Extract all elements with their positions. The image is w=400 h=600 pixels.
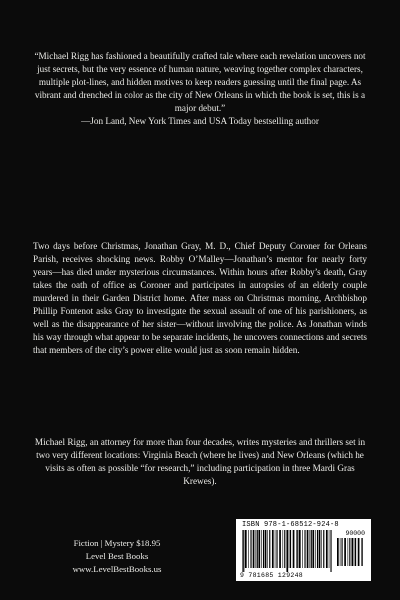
praise-attribution: —Jon Land, New York Times and USA Today bestselling author bbox=[81, 116, 319, 126]
ean-barcode-icon bbox=[242, 530, 332, 572]
barcode-digits: 9 781685 129248 bbox=[240, 572, 304, 579]
publisher-website: www.LevelBestBooks.us bbox=[72, 564, 162, 574]
praise-blurb bbox=[30, 50, 370, 128]
book-synopsis: Two days before Christmas, Jonathan Gray, M. D., Chief Deputy Coroner for Orleans Parish, receives shocking news. Robby O’Malley—Jonathan’s mentor for nearly forty years—has died under mysterious circumstances. Within hours after Robby’s death, Gray takes the oath of office as Coroner and participates in autopsies of an elderly couple murdered in their Garden District home. After mass on Christmas morning, Archbishop Phillip Fontenot asks Gray to investigate the sexual assault of one of his parishioners, as well as the disappearance of her sister—without involving the police. As Jonathan winds his way through what appear to be separate incidents, he uncovers connections and secrets that members of the city’s power elite would just as soon remain hidden. bbox=[33, 241, 367, 355]
isbn-barcode bbox=[236, 519, 371, 581]
genre-price: Fiction | Mystery $18.95 bbox=[73, 538, 161, 548]
isbn-label: ISBN 978-1-68512-924-8 bbox=[242, 521, 339, 529]
imprint-block bbox=[47, 537, 187, 576]
publisher-name: Level Best Books bbox=[85, 551, 149, 561]
addon-barcode-icon bbox=[337, 538, 363, 570]
price-code: 90000 bbox=[345, 530, 365, 537]
praise-quote: “Michael Rigg has fashioned a beautifully crafted tale where each revelation uncovers not just secrets, but the very essence of human nature, weaving together complex characters, multiple plot-lines, and hidden motives to keep readers guessing until the final page. As vibrant and drenched in color as the city of New Orleans in which the book is set, this is a major debut.” bbox=[34, 51, 366, 113]
author-bio: Michael Rigg, an attorney for more than four decades, writes mysteries and thrillers set in two very different locations: Virginia Beach (where he lives) and New Orleans (which he visits as often as possible “for research,” including participation in three Mardi Gras Krewes). bbox=[34, 437, 366, 486]
